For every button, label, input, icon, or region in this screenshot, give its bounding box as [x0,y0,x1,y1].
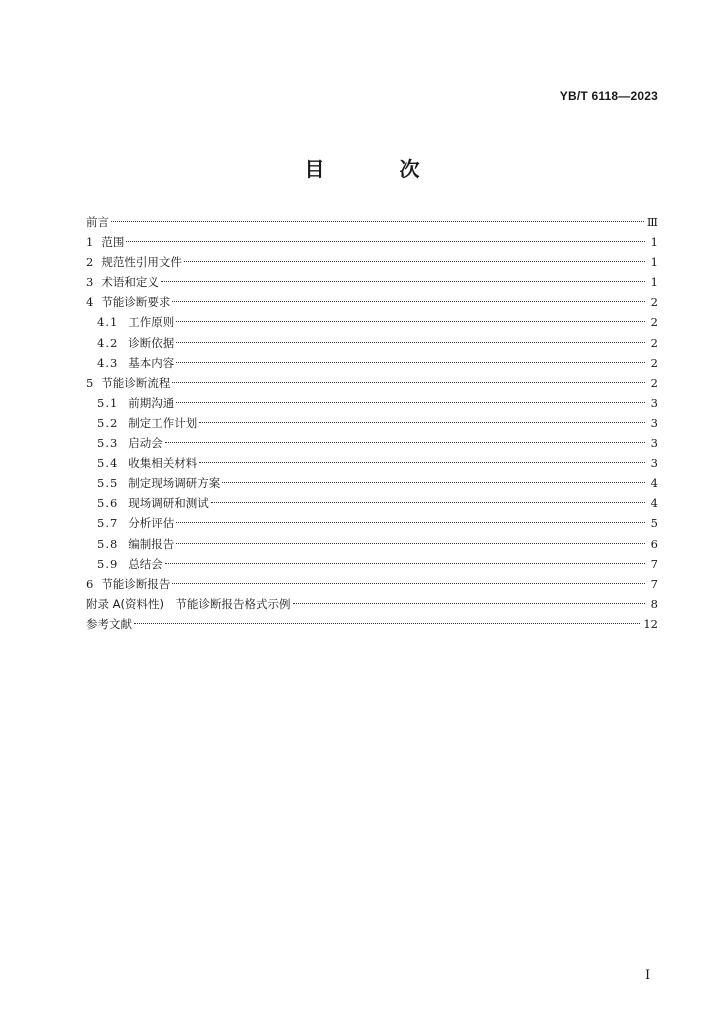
toc-entry-page: 12 [643,616,658,631]
toc-entry-number: 5.2 [97,415,119,430]
dot-leader [172,301,645,302]
toc-entry-title: 参考文献 [86,616,132,631]
toc-entry-title: 附录 A(资料性) 节能诊断报告格式示例 [86,596,291,611]
toc-entry-page: 2 [650,295,658,310]
toc-entry [86,574,658,594]
dot-leader [211,502,645,503]
toc-entry-title: 总结会 [128,556,163,571]
dot-leader [176,522,645,523]
toc-entry-page: 3 [650,415,658,430]
toc-entry-page: 1 [650,255,658,270]
dot-leader [172,583,645,584]
toc-entry [86,473,658,493]
toc-entry [86,373,658,393]
toc-entry-title: 收集相关材料 [128,456,198,471]
dot-leader [126,241,645,242]
toc-entry-title: 前期沟通 [128,395,175,410]
toc-entry-page: 3 [650,395,658,410]
dot-leader [111,221,644,222]
toc-entry [86,333,658,353]
toc-entry-number: 4.1 [97,315,119,330]
toc-entry-title: 制定现场调研方案 [128,476,221,491]
toc-entry-title: 范围 [101,235,125,250]
dot-leader [176,321,645,322]
toc-entry-page: 7 [650,556,658,571]
dot-leader [199,422,645,423]
toc-entry-number: 5.8 [97,536,119,551]
toc-entry-page: 1 [650,235,658,250]
dot-leader [165,563,645,564]
dot-leader [184,261,645,262]
toc-entry-page: 4 [650,476,658,491]
toc-entry [86,554,658,574]
dot-leader [199,462,645,463]
toc-entry-page: 3 [650,456,658,471]
dot-leader [176,402,645,403]
toc-entry-number: 1 [86,235,94,250]
toc-entry-title: 节能诊断流程 [101,375,171,390]
toc-entry [86,252,658,272]
toc-entry [86,393,658,413]
toc-entry-title: 诊断依据 [128,335,175,350]
toc-entry [86,232,658,252]
dot-leader [222,482,645,483]
toc-entry-number: 5.1 [97,395,119,410]
page-number: I [645,968,651,983]
toc-entry [86,453,658,473]
toc-entry [86,493,658,513]
toc-entry-number: 3 [86,275,94,290]
toc-entry [86,353,658,373]
toc-entry-page: 7 [650,576,658,591]
toc-entry-title: 制定工作计划 [128,415,198,430]
dot-leader [172,382,645,383]
toc-entry-title: 规范性引用文件 [101,255,182,270]
toc-entry-title: 编制报告 [128,536,175,551]
toc-entry [86,312,658,332]
toc-entry-number: 6 [86,576,94,591]
dot-leader [293,603,646,604]
table-of-contents [86,212,658,634]
toc-entry [86,614,658,634]
toc-entry-page: 2 [650,355,658,370]
toc-entry-title: 节能诊断要求 [101,295,171,310]
toc-entry-title: 基本内容 [128,355,175,370]
toc-entry-number: 5.9 [97,556,119,571]
dot-leader [161,281,645,282]
toc-entry [86,212,658,232]
toc-entry-number: 5.7 [97,516,119,531]
toc-entry-page: 4 [650,496,658,511]
toc-entry-title: 现场调研和测试 [128,496,209,511]
page-title: 目 次 [304,157,454,181]
toc-entry [86,292,658,312]
toc-entry [86,272,658,292]
toc-entry-page: Ⅲ [646,215,658,229]
toc-entry-page: 6 [650,536,658,551]
toc-entry-number: 5.4 [97,456,119,471]
toc-entry-number: 4.2 [97,335,119,350]
toc-entry [86,594,658,614]
dot-leader [134,623,640,624]
toc-entry [86,413,658,433]
toc-entry-title: 术语和定义 [101,275,159,290]
toc-entry-page: 2 [650,315,658,330]
toc-entry-number: 4.3 [97,355,119,370]
toc-entry-page: 2 [650,375,658,390]
toc-entry [86,433,658,453]
dot-leader [176,543,645,544]
toc-entry-page: 3 [650,436,658,451]
toc-entry-number: 5.3 [97,436,119,451]
toc-entry-number: 5.5 [97,476,119,491]
toc-entry-page: 2 [650,335,658,350]
toc-entry-number: 4 [86,295,94,310]
toc-entry-title: 启动会 [128,436,163,451]
toc-entry-number: 5 [86,375,94,390]
toc-entry-page: 5 [650,516,658,531]
toc-entry-title: 节能诊断报告 [101,576,171,591]
toc-entry [86,513,658,533]
toc-entry-title: 前言 [86,215,109,229]
toc-entry-number: 5.6 [97,496,119,511]
toc-entry-page: 1 [650,275,658,290]
toc-entry-title: 工作原则 [128,315,175,330]
toc-entry-page: 8 [650,596,658,611]
dot-leader [165,442,645,443]
dot-leader [176,362,645,363]
toc-entry [86,534,658,554]
dot-leader [176,342,645,343]
toc-entry-title: 分析评估 [128,516,175,531]
standard-code: YB/T 6118—2023 [559,89,658,103]
toc-entry-number: 2 [86,255,94,270]
